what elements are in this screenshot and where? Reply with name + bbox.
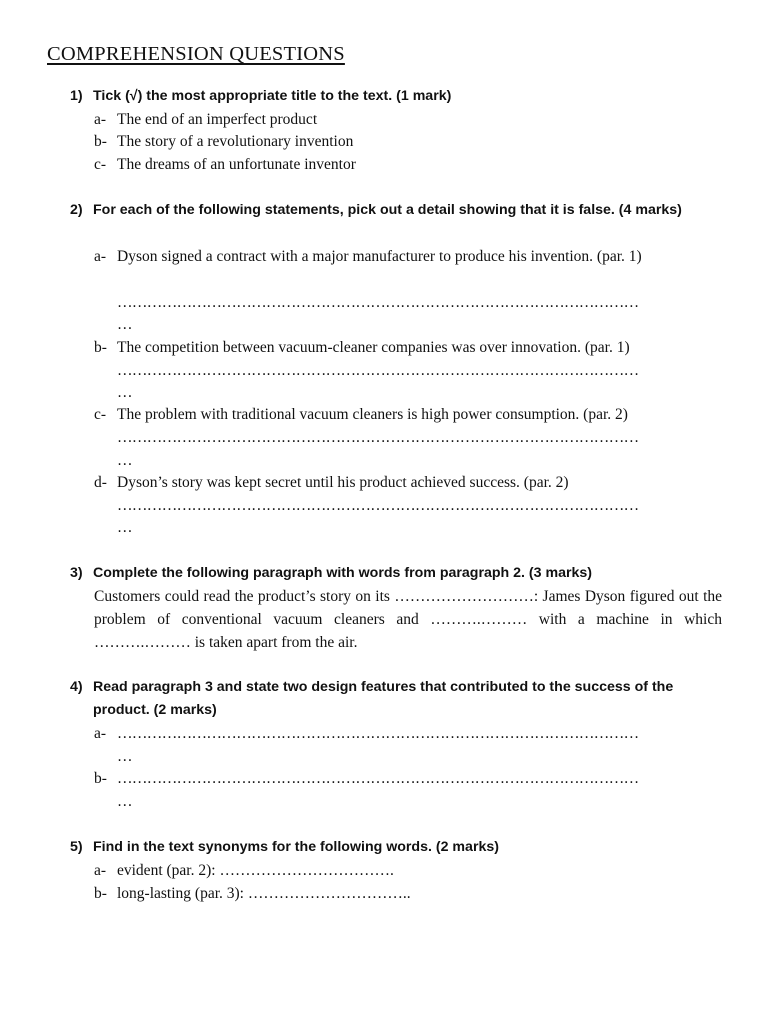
q1-option-c (94, 153, 724, 176)
item-letter: d- (94, 474, 107, 491)
answer-line-continued: … (117, 748, 132, 765)
q1-option-a (94, 108, 724, 131)
answer-line: …………………………………………………………………………………………… (117, 770, 639, 787)
question-text: For each of the following statements, pick out a detail showing that it is false. (4 marks) (93, 202, 682, 218)
item-letter: a- (94, 725, 107, 742)
item-text: The competition between vacuum-cleaner companies was over innovation. (par. 1) (117, 339, 630, 356)
option-letter: b- (94, 133, 107, 150)
item-text: Dyson’s story was kept secret until his product achieved success. (par. 2) (117, 474, 569, 491)
item-letter: c- (94, 406, 107, 423)
answer-line-continued: … (117, 793, 132, 810)
option-text: The dreams of an unfortunate inventor (117, 156, 356, 173)
option-letter: c- (94, 156, 107, 173)
answer-line: …………………………………………………………………………………………… (117, 294, 639, 311)
item-letter: b- (94, 339, 107, 356)
item-letter: b- (94, 770, 107, 787)
question-number: 4) (70, 679, 83, 695)
question-text: Find in the text synonyms for the following words. (2 marks) (93, 839, 499, 855)
answer-line: …………………………………………………………………………………………… (117, 429, 639, 446)
answer-line: …………………………………………………………………………………………… (117, 725, 639, 742)
question-text: Read paragraph 3 and state two design features that contributed to the success of the product. (2 marks) (93, 679, 674, 718)
page-title: COMPREHENSION QUESTIONS (47, 43, 345, 65)
item-text: Dyson signed a contract with a major manufacturer to produce his invention. (par. 1) (117, 248, 642, 265)
question-3 (70, 562, 730, 585)
question-number: 5) (70, 839, 83, 855)
answer-line-continued: … (117, 384, 132, 401)
answer-line-continued: … (117, 519, 132, 536)
item-letter: a- (94, 862, 107, 879)
question-1 (70, 85, 730, 108)
q2-item-d (94, 471, 724, 494)
item-text: long-lasting (par. 3): ………………………….. (117, 885, 411, 902)
q2-item-c (94, 403, 724, 426)
question-4 (70, 676, 730, 722)
answer-line-continued: … (117, 452, 132, 469)
q5-item-b (94, 882, 724, 905)
q2-item-b (94, 336, 724, 359)
option-text: The end of an imperfect product (117, 111, 318, 128)
answer-line-continued: … (117, 316, 132, 333)
item-letter: a- (94, 248, 107, 265)
question-5 (70, 836, 730, 859)
q2-item-a (94, 245, 724, 268)
q1-option-b (94, 130, 724, 153)
question-number: 1) (70, 88, 83, 104)
fill-in-paragraph: Customers could read the product’s story on its ………………………: James Dyson figured out the problem of conventional vacuum cleaners and ……….……… with a machine in which ……….……… is taken apart from the air. (94, 588, 722, 651)
item-text: evident (par. 2): ……………………………. (117, 862, 394, 879)
answer-line: …………………………………………………………………………………………… (117, 497, 639, 514)
item-text: The problem with traditional vacuum cleaners is high power consumption. (par. 2) (117, 406, 628, 423)
question-number: 3) (70, 565, 83, 581)
question-text: Tick (√) the most appropriate title to the text. (1 mark) (93, 88, 452, 104)
q5-item-a (94, 859, 724, 882)
item-letter: b- (94, 885, 107, 902)
question-2 (70, 199, 730, 222)
question-text: Complete the following paragraph with words from paragraph 2. (3 marks) (93, 565, 593, 581)
question-number: 2) (70, 202, 83, 218)
option-text: The story of a revolutionary invention (117, 133, 354, 150)
option-letter: a- (94, 111, 107, 128)
answer-line: …………………………………………………………………………………………… (117, 362, 639, 379)
